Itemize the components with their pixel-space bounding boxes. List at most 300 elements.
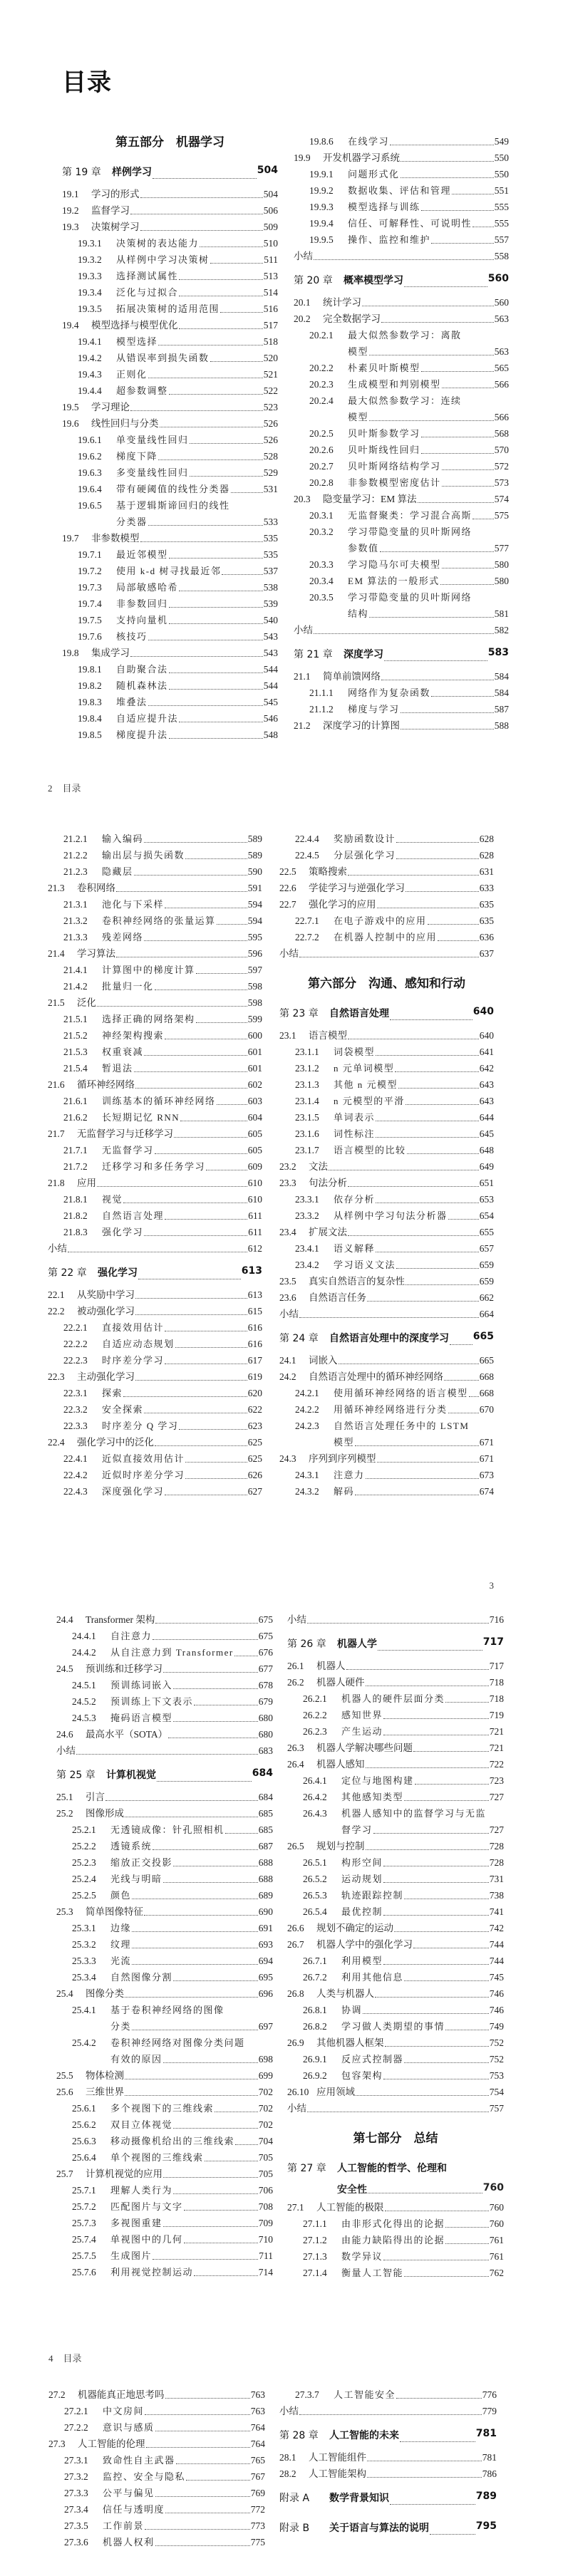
- section-entry: [48, 1142, 262, 1158]
- section-title: 由能力缺陷得出的论据: [341, 2234, 445, 2245]
- page-ref: 602: [247, 1079, 262, 1090]
- section-entry: [287, 1871, 504, 1887]
- dot-leader: [421, 360, 494, 372]
- dot-leader: [145, 2518, 250, 2530]
- section-title: 拓展决策树的适用范围: [116, 303, 220, 314]
- section-entry: [287, 1740, 504, 1756]
- summary-entry: [279, 945, 494, 962]
- section-number: 25.7.6: [72, 2266, 96, 2278]
- section-entry: [48, 896, 262, 913]
- page-ref: 555: [494, 201, 509, 212]
- dot-leader: [215, 2100, 258, 2112]
- section-number: 第 26 章: [287, 1638, 326, 1650]
- section-number: 21.4: [48, 947, 65, 959]
- page-ref: 611: [248, 1226, 262, 1237]
- section-entry: [294, 232, 509, 248]
- dot-leader: [390, 2491, 475, 2505]
- section-entry: [279, 913, 494, 929]
- dot-leader: [450, 1331, 472, 1345]
- dot-leader: [231, 481, 263, 493]
- summary-entry: [48, 1240, 262, 1257]
- section-title: 贝叶斯网络结构学习: [348, 460, 441, 472]
- section-entry: [287, 2265, 504, 2281]
- section-title: 公平与偏见: [103, 2487, 155, 2498]
- page-ref: 566: [494, 411, 509, 422]
- dot-leader: [157, 1767, 252, 1782]
- page-ref: 690: [258, 1906, 273, 1917]
- dot-leader: [383, 1854, 489, 1866]
- page-ref: 693: [258, 1938, 273, 1950]
- page-ref: 765: [250, 2454, 265, 2466]
- section-title: 词袋模型: [334, 1046, 376, 1057]
- section-entry: [279, 1027, 494, 1044]
- page-ref: 550: [494, 168, 509, 180]
- section-title: 定位与地图构建: [341, 1775, 414, 1786]
- section-entry: [56, 1710, 273, 1726]
- section-number: 22.5: [279, 866, 296, 877]
- section-number: 24.3.1: [295, 1469, 319, 1480]
- dot-leader: [165, 896, 247, 908]
- page-ref: 742: [489, 1922, 504, 1933]
- section-title: 学习的形式: [91, 189, 140, 199]
- page-ref: 763: [250, 2389, 265, 2400]
- section-number: 21.5.2: [63, 1029, 88, 1041]
- section-entry: [56, 1628, 273, 1644]
- page-ref: 705: [258, 2168, 273, 2179]
- dot-leader: [377, 1450, 479, 1463]
- section-title: 人工智能组件: [309, 2451, 366, 2463]
- section-title: 其他机器人框架: [316, 2037, 384, 2048]
- dot-leader: [190, 432, 263, 444]
- page-ref: 594: [247, 915, 262, 926]
- section-number: 25.7: [56, 2168, 73, 2179]
- section-number: 21.6.2: [63, 1111, 88, 1123]
- dot-leader: [163, 2166, 258, 2178]
- dot-leader: [165, 1319, 247, 1331]
- dot-leader: [428, 913, 479, 925]
- section-title: 机器人感知中的监督学习与无监: [341, 1807, 487, 1819]
- section-title: 利用模型: [341, 1955, 383, 1966]
- section-entry: [48, 1287, 262, 1303]
- section-title: 无监督学习与迁移学习: [77, 1128, 173, 1139]
- dot-leader: [442, 458, 494, 470]
- section-entry: [279, 1126, 494, 1142]
- section-entry: [287, 1707, 504, 1723]
- section-number: 20.3.2: [309, 526, 334, 537]
- section-title: 数据收集、评估和管理: [348, 185, 452, 196]
- dot-leader: [123, 1385, 247, 1397]
- section-title: 从样例中学习句法分析器: [334, 1210, 448, 1221]
- section-entry: [56, 1644, 273, 1661]
- section-title: 暂退法: [102, 1062, 133, 1074]
- page-ref: 523: [263, 402, 278, 412]
- section-entry: [56, 2117, 273, 2133]
- page-ref: 604: [247, 1111, 262, 1123]
- section-title: 句法分析: [309, 1177, 347, 1188]
- section-number: 26.9: [287, 2037, 304, 2048]
- section-title: 多变量线性回归: [116, 467, 189, 478]
- section-title: 人类与机器人: [316, 1988, 374, 1999]
- section-entry: [279, 2466, 497, 2482]
- section-entry: [62, 284, 278, 301]
- page-ref: 752: [489, 2053, 504, 2065]
- page-ref: 644: [479, 1111, 494, 1123]
- section-number: 19.3.2: [78, 254, 102, 265]
- section-number: 27.3: [48, 2438, 66, 2449]
- section-number: 23.4.1: [295, 1242, 319, 1254]
- section-number: 21.5.3: [63, 1046, 88, 1057]
- section-title: 安全探索: [102, 1403, 144, 1415]
- page-ref: 543: [263, 631, 278, 642]
- section-entry: [48, 1352, 262, 1368]
- section-entry: [48, 2452, 265, 2468]
- page-ref: 537: [263, 566, 278, 576]
- section-number: 26.2.2: [303, 1709, 327, 1720]
- dot-leader: [404, 1887, 489, 1899]
- page-ref: 716: [489, 1614, 504, 1625]
- page-ref: 761: [489, 2250, 504, 2262]
- page-ref: 702: [258, 2119, 273, 2130]
- dot-leader: [418, 491, 494, 503]
- dot-leader: [348, 1224, 479, 1236]
- section-entry: [62, 596, 278, 612]
- section-number: 23.3: [279, 1177, 296, 1188]
- page-ref: 637: [479, 947, 494, 959]
- section-entry: [287, 2084, 504, 2100]
- page-ref: 613: [241, 1264, 262, 1277]
- section-title: 操作、监控和维护: [348, 234, 431, 245]
- section-number: 19.6.1: [78, 435, 102, 445]
- dot-leader: [299, 1306, 479, 1318]
- page-ref: 615: [247, 1305, 262, 1316]
- section-title: 时序差分 Q 学习: [102, 1420, 179, 1431]
- dot-leader: [130, 202, 263, 214]
- page-ref: 741: [489, 1906, 504, 1917]
- section-title: 从自注意力到 Transformer: [110, 1646, 234, 1658]
- section-title: 学习算法: [77, 947, 115, 959]
- dot-leader: [190, 464, 263, 477]
- page-ref: 623: [247, 1420, 262, 1431]
- section-title: 卷积网络: [77, 882, 115, 893]
- section-entry: [279, 2387, 497, 2403]
- section-title: 深度强化学习: [102, 1485, 165, 1497]
- section-number: 23.6: [279, 1292, 296, 1303]
- section-entry: [62, 661, 278, 677]
- dot-leader: [97, 1175, 247, 1187]
- section-title: 信任、可解释性、可说明性: [348, 217, 472, 229]
- section-title: 机器人学中的强化学习: [316, 1938, 413, 1950]
- section-number: 19.9.4: [309, 217, 334, 229]
- section-title: 机器能真正地思考吗: [78, 2389, 165, 2400]
- section-title: 小结: [56, 1745, 76, 1756]
- section-number: 22.4.3: [63, 1485, 88, 1497]
- page-ref: 513: [263, 271, 278, 281]
- section-title: 自然语言处理任务中的 LSTM: [334, 1420, 470, 1431]
- page-ref: 709: [258, 2217, 273, 2228]
- section-entry: [48, 1434, 262, 1450]
- section-entry: [294, 685, 509, 701]
- section-entry: [279, 863, 494, 880]
- section-title: 依存分析: [334, 1193, 376, 1205]
- section-number: 27.2.1: [64, 2405, 88, 2416]
- page-ref: 643: [479, 1095, 494, 1106]
- section-entry: [62, 481, 278, 497]
- dot-leader: [196, 1011, 247, 1023]
- section-title: 自助聚合法: [116, 664, 168, 675]
- section-number: 25.5: [56, 2069, 73, 2081]
- section-number: 23.1.7: [295, 1144, 319, 1155]
- dot-leader: [155, 978, 247, 990]
- section-entry: [287, 1658, 504, 1674]
- section-number: 20.2.4: [309, 395, 334, 406]
- section-entry: [294, 442, 509, 458]
- section-number: 22.2.1: [63, 1321, 88, 1333]
- section-title: 机器人: [316, 1660, 346, 1671]
- section-title: 在线学习: [348, 135, 390, 147]
- section-title: 词嵌入: [309, 1354, 338, 1366]
- section-title: 信任与透明度: [103, 2503, 165, 2515]
- page-ref: 717: [482, 1636, 504, 1648]
- section-entry: [62, 202, 278, 219]
- page-ref: 622: [247, 1403, 262, 1415]
- dot-leader: [445, 1690, 489, 1703]
- page-ref: 711: [259, 2250, 273, 2261]
- dot-leader: [383, 1707, 489, 1719]
- section-entry: [294, 199, 509, 215]
- section-number: 22.2.2: [63, 1338, 88, 1349]
- dot-leader: [206, 1158, 247, 1170]
- dot-leader: [384, 647, 487, 661]
- section-number: 19.7.6: [78, 631, 102, 642]
- page-ref: 575: [494, 509, 509, 521]
- section-entry: [279, 1352, 494, 1368]
- dot-leader: [173, 2182, 258, 2194]
- section-title: 人工智能安全: [334, 2389, 396, 2400]
- dot-leader: [144, 1224, 247, 1236]
- dot-leader: [186, 2468, 250, 2481]
- section-number: 20.2.2: [309, 362, 334, 373]
- section-title: 被动强化学习: [77, 1305, 135, 1316]
- section-title: 简单前馈网络: [323, 670, 381, 682]
- section-title: 问题形式化: [348, 168, 400, 180]
- section-number: 23.1.3: [295, 1079, 319, 1090]
- section-entry: [294, 215, 509, 232]
- section-title: 学习语义文法: [334, 1259, 396, 1270]
- section-entry: [48, 2534, 265, 2550]
- section-entry: [294, 556, 509, 573]
- toc-column: [279, 2387, 497, 2542]
- dot-leader: [401, 150, 494, 162]
- section-number: 19.7.1: [78, 549, 102, 560]
- section-entry: [56, 1611, 273, 1628]
- dot-leader: [445, 2216, 489, 2228]
- section-title: 机器人学: [337, 1638, 377, 1650]
- section-number: 19.8: [62, 648, 79, 658]
- dot-leader: [169, 727, 263, 739]
- page-ref: 649: [479, 1160, 494, 1172]
- section-title: 语义解释: [334, 1242, 376, 1254]
- page-ref: 699: [258, 2069, 273, 2081]
- page-ref: 706: [258, 2184, 273, 2196]
- page-header: [490, 1580, 505, 1591]
- page-ref: 664: [479, 1308, 494, 1319]
- dot-leader: [404, 1789, 489, 1801]
- section-entry: [287, 1789, 504, 1805]
- section-title: 物体检测: [86, 2069, 124, 2081]
- page-ref: 678: [258, 1679, 273, 1690]
- section-entry: [279, 896, 494, 913]
- section-entry: [48, 1385, 262, 1401]
- page-ref: 518: [263, 336, 278, 347]
- page-ref: 588: [494, 720, 509, 731]
- section-number: 21.2.2: [63, 849, 88, 861]
- dot-leader: [348, 1027, 479, 1039]
- page-ref: 594: [247, 898, 262, 910]
- section-title: 小结: [294, 624, 313, 635]
- section-number: 19.3.3: [78, 271, 102, 281]
- section-title: 无透镜成像：针孔照相机: [110, 1824, 224, 1835]
- section-title: 模型选择与模型优化: [91, 320, 178, 331]
- dot-leader: [148, 628, 263, 640]
- dot-leader: [395, 1060, 478, 1072]
- section-title: n 元单词模型: [334, 1062, 395, 1074]
- section-title: 透镜系统: [110, 1840, 153, 1852]
- section-number: 附录 B: [279, 2522, 310, 2534]
- section-entry: [48, 1109, 262, 1126]
- page-ref: 727: [489, 1824, 504, 1835]
- page-ref: 689: [258, 1889, 273, 1901]
- section-entry: [48, 2501, 265, 2518]
- section-number: 19.1: [62, 189, 79, 199]
- page-ref: 597: [247, 964, 262, 975]
- section-title: 掩码语言模型: [110, 1712, 173, 1723]
- section-entry: [56, 1936, 273, 1953]
- page-ref: 560: [494, 296, 509, 308]
- toc-column: [48, 831, 262, 1500]
- section-title: 非参数模型密度估计: [348, 477, 441, 488]
- section-number: 19.9: [294, 152, 311, 163]
- section-entry: [56, 1822, 273, 1838]
- section-number: 19.6: [62, 418, 79, 429]
- dot-leader: [366, 1756, 489, 1768]
- section-entry: [294, 717, 509, 734]
- section-number: 第 25 章: [56, 1769, 95, 1781]
- section-title: 真实自然语言的复杂性: [309, 1275, 405, 1287]
- section-entry: [48, 1126, 262, 1142]
- dot-leader: [362, 294, 494, 306]
- section-number: 23.2: [279, 1160, 296, 1172]
- section-title: 图像分类: [86, 1988, 124, 1999]
- section-title: 完全数据学习: [323, 313, 381, 324]
- page-ref: 704: [258, 2135, 273, 2146]
- page-ref: 671: [479, 1436, 494, 1448]
- dot-leader: [144, 1401, 247, 1413]
- page-ref: 789: [475, 2490, 497, 2502]
- section-entry-continued: [287, 1822, 504, 1838]
- section-title: 无监督学习: [102, 1144, 154, 1155]
- page-ref: 674: [479, 1485, 494, 1497]
- dot-leader: [134, 1060, 247, 1072]
- dot-leader: [68, 1240, 247, 1252]
- section-entry: [287, 1805, 504, 1822]
- dot-leader: [184, 2198, 258, 2211]
- section-entry: [48, 929, 262, 945]
- dot-leader: [205, 2149, 258, 2161]
- section-number: 19.9.3: [309, 201, 334, 212]
- page-ref: 763: [250, 2405, 265, 2416]
- page-ref: 617: [247, 1354, 262, 1366]
- dot-leader: [140, 219, 263, 231]
- section-number: 19.3: [62, 222, 79, 232]
- section-number: 21.5: [48, 997, 65, 1008]
- page-ref: 636: [479, 931, 494, 942]
- section-entry: [62, 366, 278, 383]
- dot-leader: [173, 1710, 258, 1722]
- page-ref: 773: [250, 2520, 265, 2531]
- page-ref: 514: [263, 287, 278, 298]
- section-title-continued: 模型: [334, 1436, 355, 1448]
- section-entry: [56, 2133, 273, 2149]
- dot-leader: [381, 311, 494, 323]
- section-title: 用循环神经网络进行分类: [334, 1403, 448, 1415]
- dot-leader: [165, 2387, 250, 2399]
- page-ref: 694: [258, 1955, 273, 1966]
- section-entry: [287, 2067, 504, 2084]
- section-title: 在电子游戏中的应用: [334, 915, 427, 926]
- section-title: 扩展文法: [309, 1226, 347, 1237]
- dot-leader: [299, 945, 479, 957]
- section-number: 21.3.3: [63, 931, 88, 942]
- section-title: 样例学习: [112, 167, 152, 178]
- section-entry: [62, 268, 278, 284]
- section-number: 26.4: [287, 1758, 304, 1770]
- dot-leader: [348, 863, 479, 876]
- page-header: [48, 781, 81, 794]
- page-ref: 595: [247, 931, 262, 942]
- page-ref: 558: [494, 250, 509, 261]
- dot-leader: [367, 2466, 482, 2478]
- page-ref: 533: [263, 516, 278, 527]
- section-title: 机器人学解决哪些问题: [316, 1742, 413, 1753]
- page-ref: 598: [247, 997, 262, 1008]
- section-title: 解码: [334, 1485, 355, 1497]
- page-ref: 612: [247, 1242, 262, 1254]
- section-entry: [294, 474, 509, 491]
- section-number: 19.8.1: [78, 664, 102, 675]
- section-title: 生成图片: [110, 2250, 153, 2261]
- section-title: 朴素贝叶斯模型: [348, 362, 420, 373]
- section-title: 无监督聚类：学习混合高斯: [348, 509, 472, 521]
- page-ref: 719: [489, 1709, 504, 1720]
- page-ref: 603: [247, 1095, 262, 1106]
- section-title: 时序差分学习: [102, 1354, 165, 1366]
- dot-leader: [445, 2018, 489, 2030]
- dot-leader: [404, 1969, 489, 1981]
- section-title: Transformer 架构: [86, 1614, 155, 1625]
- section-number: 19.8.5: [78, 729, 102, 740]
- section-number: 19.4.4: [78, 385, 102, 396]
- section-number: 21.1.1: [309, 687, 334, 698]
- section-title-continued: 参数值: [348, 542, 379, 554]
- dot-leader: [132, 2018, 258, 2030]
- section-number: 19.6.3: [78, 467, 102, 478]
- section-title: 开发机器学习系统: [323, 152, 400, 163]
- section-number: 23.1.1: [295, 1046, 319, 1057]
- section-title: 线性回归与分类: [91, 418, 159, 429]
- section-title: 单视图中的几何: [110, 2233, 183, 2245]
- dot-leader: [179, 710, 263, 722]
- section-number: 22.6: [279, 882, 296, 893]
